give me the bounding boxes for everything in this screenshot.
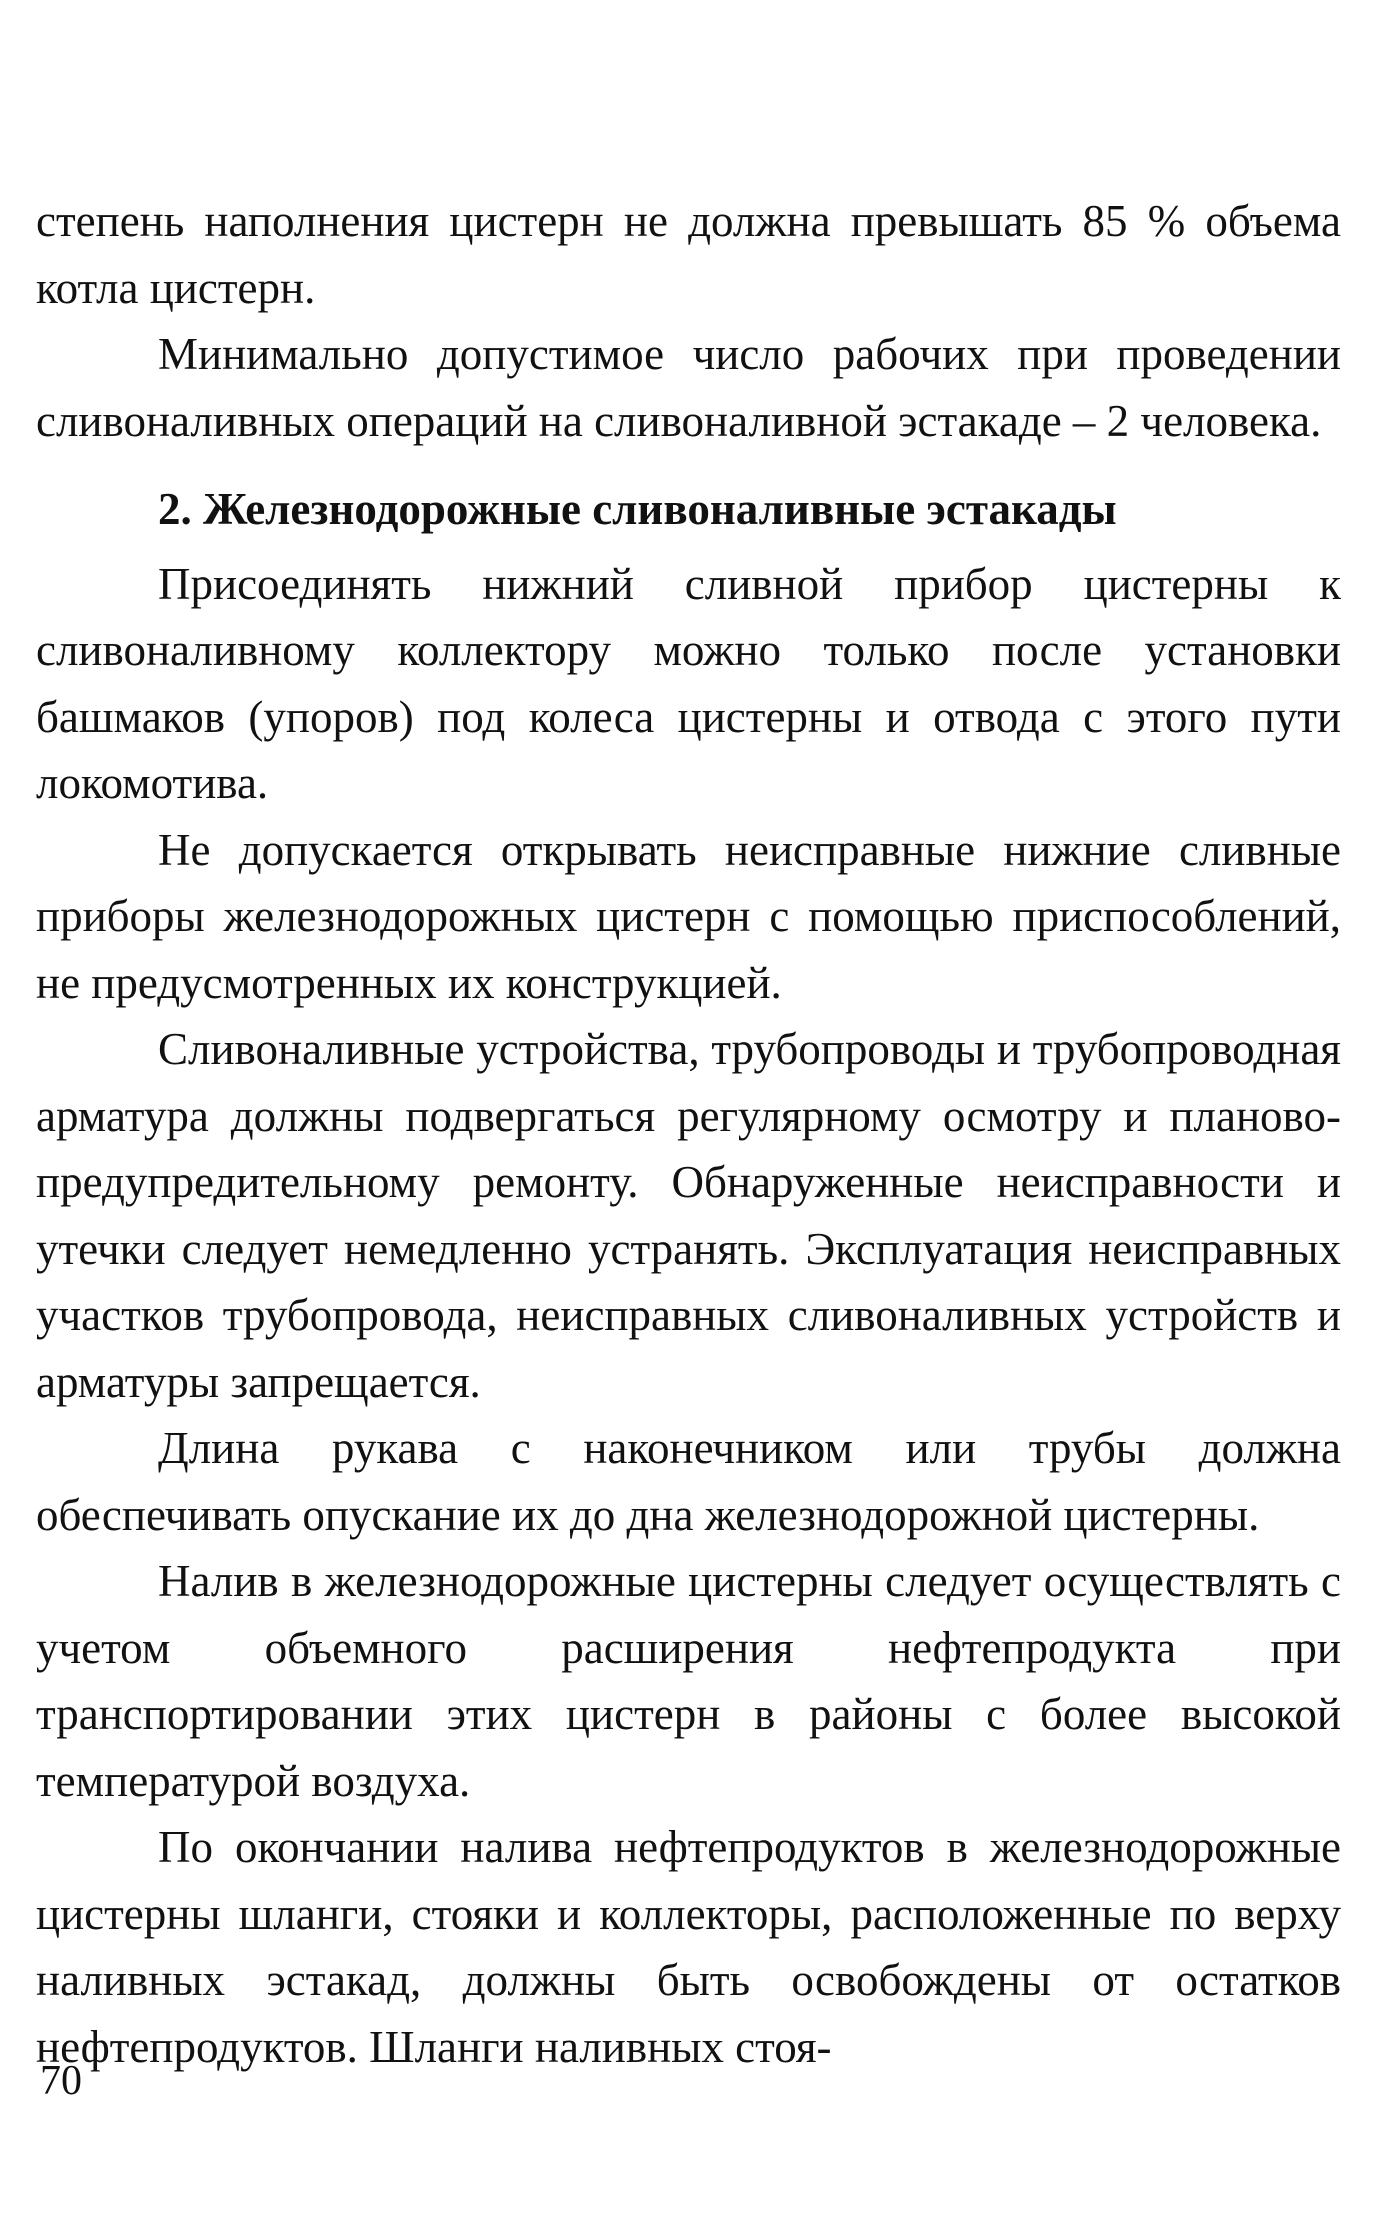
paragraph-no-open-devices: Не допускается открывать неисправные нижние сливные приборы железнодорожных цистерн с помощью приспособлений, не предусмотренных их конструкцией. (36, 824, 1341, 1008)
paragraph-connect-device: Присоединять нижний сливной прибор цистерны к сливоналивному коллектору можно только после установки башмаков (упоров) под колеса цистерны и отвода с этого пути локомотива. (36, 558, 1341, 808)
section-heading: 2. Железнодорожные сливоналивные эстакады (158, 484, 1117, 534)
paragraph-min-workers: Минимально допустимое число рабочих при проведении сливоналивных операций на сливоналивной эстакаде – 2 человека. (36, 329, 1341, 446)
paragraph-hose-length: Длина рукава с наконечником или трубы должна обеспечивать опускание их до дна железнодорожной цистерны. (36, 1423, 1341, 1540)
page-body (36, 188, 1341, 2080)
paragraph-thermal-expansion: Налив в железнодорожные цистерны следует осуществлять с учетом объемного расширения нефтепродукта при транспортировании этих цистерн в районы с более высокой температурой воздуха. (36, 1556, 1341, 1806)
paragraph-inspection: Сливоналивные устройства, трубопроводы и трубопроводная арматура должны подвергаться регулярному осмотру и планово-предупредительному ремонту. Обнаруженные неисправности и утечки следует немедленно устранять. Эксплуатация неисправных участков трубопровода, неисправных сливоналивных устройств и арматуры запрещается. (36, 1024, 1341, 1407)
page-number: 70 (40, 2058, 82, 2104)
paragraph-continuation: степень наполнения цистерн не должна превышать 85 % объема котла цистерн. (36, 196, 1341, 313)
paragraph-after-filling: По окончании налива нефтепродуктов в железнодорожные цистерны шланги, стояки и коллекторы, расположенные по верху наливных эстакад, должны быть освобождены от остатков нефтепродуктов. Шланги наливных стоя- (36, 1822, 1341, 2072)
